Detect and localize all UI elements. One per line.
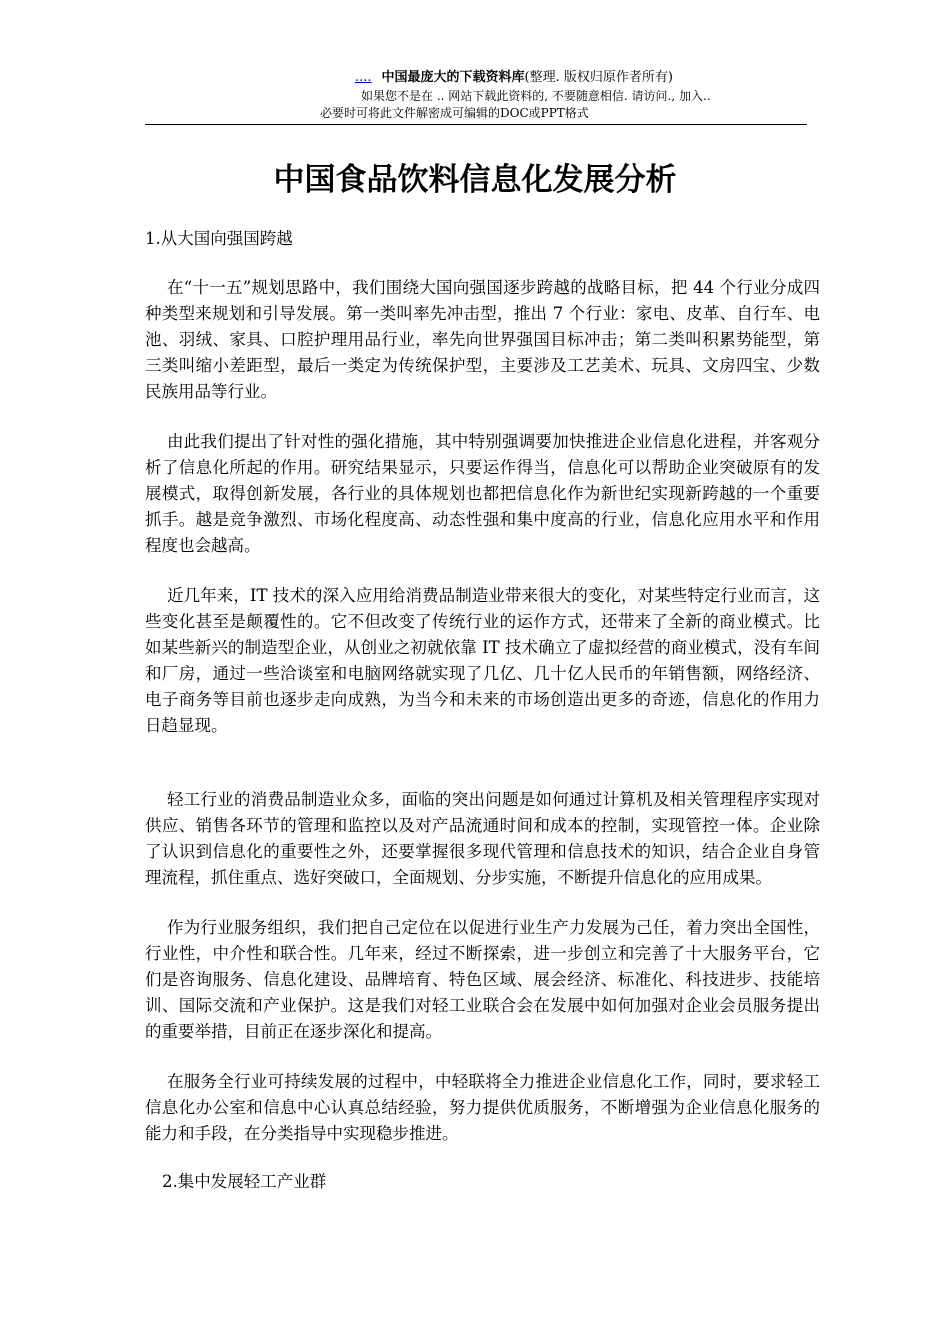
paragraph: 作为行业服务组织，我们把自己定位在以促进行业生产力发展为己任，着力突出全国性，行业性，中介性和联合性。几年来，经过不断探索，进一步创立和完善了十大服务平台，它们是咨询服务、信息化建设、品牌培育、特色区域、展会经济、标准化、科技进步、技能培训、国际交流和产业保护。这是我们对轻工业联合会在发展中如何加强对企业会员服务提出的重要举措，目前正在逐步深化和提高。 <box>145 918 820 1041</box>
paragraph: 在“十一五”规划思路中，我们围绕大国向强国逐步跨越的战略目标，把 44 个行业分成四种类型来规划和引导发展。第一类叫率先冲击型，推出 7 个行业：家电、皮革、自行车、电池、羽绒、家具、口腔护理用品行业，率先向世界强国目标冲击；第二类叫积累势能型，第三类叫缩小差距型，最后一类定为传统保护型，主要涉及工艺美术、玩具、文房四宝、少数民族用品等行业。 <box>145 278 820 401</box>
header-line-3: 必要时可将此文件解密成可编辑的DOC或PPT格式 <box>320 106 589 120</box>
header-link[interactable]: .... <box>355 70 372 85</box>
section-heading-2: 2.集中发展轻工产业群 <box>162 1172 327 1191</box>
section-heading-1: 1.从大国向强国跨越 <box>145 229 293 248</box>
paragraph: 轻工行业的消费品制造业众多，面临的突出问题是如何通过计算机及相关管理程序实现对供应、销售各环节的管理和监控以及对产品流通时间和成本的控制，实现管控一体。企业除了认识到信息化的重要性之外，还要掌握很多现代管理和信息技术的知识，结合企业自身管理流程，抓住重点、选好突破口，全面规划、分步实施，不断提升信息化的应用成果。 <box>145 790 820 887</box>
paragraph: 由此我们提出了针对性的强化措施，其中特别强调要加快推进企业信息化进程，并客观分析了信息化所起的作用。研究结果显示，只要运作得当，信息化可以帮助企业突破原有的发展模式，取得创新发展，各行业的具体规划也都把信息化作为新世纪实现新跨越的一个重要抓手。越是竞争激烈、市场化程度高、动态性强和集中度高的行业，信息化应用水平和作用程度也会越高。 <box>145 432 820 555</box>
header-line-1 <box>355 70 673 86</box>
document-body <box>145 226 820 1195</box>
paragraph: 近几年来，IT 技术的深入应用给消费品制造业带来很大的变化，对某些特定行业而言，这些变化甚至是颠覆性的。它不但改变了传统行业的运作方式，还带来了全新的商业模式。比如某些新兴的制造型企业，从创业之初就依靠 IT 技术确立了虚拟经营的商业模式，没有车间和厂房，通过一些洽谈室和电脑网络就实现了几亿、几十亿人民币的年销售额，网络经济、电子商务等目前也逐步走向成熟，为当今和未来的市场创造出更多的奇迹，信息化的作用力日趋显现。 <box>145 586 820 735</box>
page-header <box>145 68 807 125</box>
document-title: 中国食品饮料信息化发展分析 <box>273 162 677 198</box>
header-line-2: 如果您不是在 .. 网站下载此资料的, 不要随意相信. 请访问., 加入.. <box>361 89 711 103</box>
site-note: (整理. 版权归原作者所有) <box>524 70 673 85</box>
paragraph: 在服务全行业可持续发展的过程中，中轻联将全力推进企业信息化工作，同时，要求轻工信息化办公室和信息中心认真总结经验，努力提供优质服务，不断增强为企业信息化服务的能力和手段，在分类指导中实现稳步推进。 <box>145 1072 820 1143</box>
site-name: 中国最庞大的下载资料库 <box>381 70 525 85</box>
